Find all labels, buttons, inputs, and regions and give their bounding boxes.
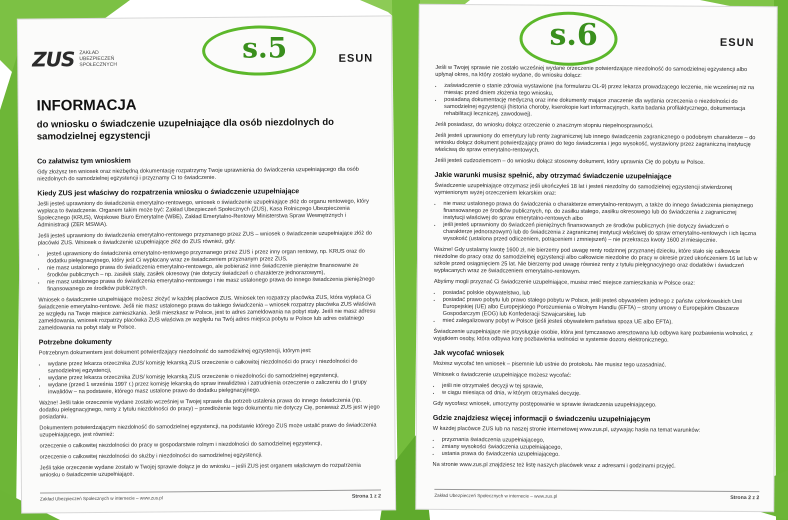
bullet-item: • zmiany wysokości świadczenia uzupełniającego, [442, 444, 758, 453]
paragraph: Możesz wycofać ten wniosek – pisemnie lub ustnie do protokołu. Nie musisz tego uzasadniać. [433, 360, 667, 369]
paragraph: Dokumentem potwierdzającym niezdolność do samodzielnej egzystencji, na podstawie którego ZUS może ustalić prawo do świadczenia uzupełniającego, jest również: [39, 422, 377, 439]
paragraph: orzeczenie o całkowitej niezdolności do pracy w gospodarstwie rolnym i niezdolności do samodzielnej egzystencji, [39, 440, 322, 450]
bullet-item: • wydane przez lekarza orzecznika ZUS/ komisję lekarską ZUS orzeczenie o całkowitej niezdolności do pracy i niezdolności do samodzielnej egzystencji, [48, 358, 380, 375]
bullet-item: • wydane (przed 1 września 1997 r.) przez komisję lekarską do spraw inwalidztwa i zatrudnienia orzeczenie o zaliczeniu do I grupy inwalidów – na podstawie, którego masz ustalone prawo do dodatku pielęgnacyjnego. [48, 379, 380, 396]
bullet-list [39, 358, 380, 396]
page-header [419, 5, 776, 67]
section-heading: Gdzie znajdziesz więcej informacji o świadczeniu uzupełniającym [432, 414, 651, 424]
page-marker: s.6 [549, 17, 598, 54]
bullet-item: • posiadać prawo pobytu lub prawo stałego pobytu w Polsce, jeśli jesteś obywatelem jednego z państw członkowskich Unii Europejskiej (UE) albo Europejskiego Porozumienia o Wolnym Handlu (EFTA) – strony umowy o Europejskim Obszarze Gospodarczym (EOG) lub Konfederacji Szwajcarskiej, lub [443, 297, 759, 320]
paragraph: orzeczenie o całkowitej niezdolności do służby i niezdolności do samodzielnej egzystencji. [39, 452, 263, 461]
document-page-left [18, 16, 395, 512]
bullet-item: • jesteś uprawniony do świadczenia emerytalno-rentowego przyznanego przez ZUS i przez inny organ rentowy, np. KRUS oraz do dodatku pielęgnacyjnego, który jest Ci wypłacany wraz ze świadczeniem przyznanym przez ZUS, [47, 248, 379, 265]
page-footer [40, 489, 381, 502]
paragraph: Jeśli jesteś uprawniony do świadczenia emerytalno-rentowego, wniosek o świadczenie uzupełniające złóż do organu rentowego, który wypłaca to świadczenie. Organem takim może być: Zakład Ubezpieczeń Społecznych (ZUS), Kasa Rolniczego Ubezpieczenia Społecznego (KRUS), Wojskowe Biuro Emerytalne (WBE), Zakład Emerytalno-Rentowy Ministerstwa Spraw Wewnętrznych i Administracji (ZER MSWiA). [37, 198, 369, 229]
document-subtitle: do wniosku o świadczenie uzupełniające dla osób niezdolnych do samodzielnej egzystencji [36, 116, 335, 143]
paragraph: Wniosek o świadczenie uzupełniające możesz złożyć w każdej placówce ZUS. Wniosek ten rozpatrzy placówka ZUS, która wypłaca Ci świadczenie emerytalno-rentowe. Jeśli nie masz ustalonego prawa do takiego świadczenia – wniosek rozpatrzy placówka ZUS właściwa ze względu na Twoje miejsce zamieszkania. Jeśli mieszkasz w Polsce, jest to adres zameldowania na pobyt stały. Jeśli nie masz adresu zameldowania, wniosek rozpatrzy placówka ZUS właściwa ze względu na Twój adres miejsca pobytu w Polsce lub adres ostatniego zameldowania na pobyt stały w Polsce. [38, 294, 376, 332]
form-code: ESUN [338, 52, 374, 65]
bullet-item: • wydane przez lekarza orzecznika ZUS/ komisję lekarską ZUS orzeczenie o niezdolności do samodzielnej egzystencji, [48, 372, 380, 382]
bullet-list [434, 201, 759, 245]
form-code: ESUN [719, 36, 755, 50]
bullet-item: • przyznania świadczenia uzupełniającego, [442, 437, 758, 446]
paragraph: Ważne! Gdy ustalamy kwotę 1600 zł, nie bierzemy pod uwagę renty rodzinnej przyznanej dziecku, które stało się całkowicie niezdolne do pracy oraz do samodzielnej egzystencji albo całkowicie niezdolne do pracy w okresie przed ukończeniem 16 lat lub w szkole przed osiągnięciem 25 lat. Nie bierzemy pod uwagę również renty z tytułu pielęgnacyjnego oraz dodatków i świadczeń wypłacanych wraz ze świadczeniem emerytalno-rentowym. [433, 246, 758, 275]
section-heading: Potrzebne dokumenty [38, 338, 112, 347]
bullet-item: • zaświadczenie o stanie zdrowia wystawione (na formularzu OL-9) przez lekarza prowadzącego leczenie, nie wcześniej niż na miesiąc przed dniem złożenia tego wniosku, [444, 83, 760, 99]
bullet-item: • nie masz ustalonego prawa do świadczenia emerytalno-rentowego, ale pobierasz inne świadczenie pieniężne finansowane ze środków publicznych – np. zasiłek stały, zasiłek okresowy (nie dotyczy świadczeń o charakterze jednorazowym), [47, 262, 379, 279]
page-header [18, 16, 392, 79]
bullet-item: • nie masz ustalonego prawa do świadczenia emerytalno-rentowego i nie masz ustalonego prawa do innego świadczenia pieniężnego finansowanego ze środków publicznych. [47, 276, 379, 293]
zus-logo-text: ZAKŁAD UBEZPIECZEŃ SPOŁECZNYCH [79, 49, 117, 69]
bullet-list [433, 383, 758, 399]
page-content [19, 94, 395, 479]
section-heading: Co załatwisz tym wnioskiem [37, 157, 131, 166]
page-footer [434, 489, 759, 501]
paragraph: Jeśli jesteś uprawniony do świadczenia emerytalno-rentowego przyznanego przez ZUS – wniosek o świadczenie uzupełniające złóż do placówki ZUS. Wniosek o świadczenie uzupełniające złóż do ZUS również, gdy: [37, 230, 373, 247]
paragraph: W każdej placówce ZUS lub na naszej stronie internetowej www.zus.pl, używając hasła na temat warunków: [432, 425, 701, 434]
paragraph: Gdy złożysz ten wniosek oraz niezbędną dokumentację rozpatrzymy Twoje uprawnienia do świadczenia uzupełniającego dla osób niezdolnych do samodzielnej egzystencji i przyznamy Ci to świadczenie. [37, 166, 359, 183]
bullet-item: • w ciągu miesiąca od dnia, w którym otrzymałeś decyzję. [442, 390, 758, 399]
page-content [417, 65, 777, 471]
paragraph: Jeśli posiadasz, do wniosku dołącz orzeczenie o znacznym stopniu niepełnosprawności. [434, 121, 654, 130]
page-marker: s.5 [241, 31, 288, 65]
section-heading: Jak wycofać wniosek [433, 349, 505, 358]
paragraph: Wniosek o świadczenie uzupełniające możesz wycofać: [433, 371, 572, 379]
paragraph: Na stronie www.zus.pl znajdziesz też listę naszych placówek wraz z adresami i godzinami przyjęć. [432, 461, 676, 470]
zus-logo [32, 47, 127, 72]
paragraph: Abyśmy mogli przyznać Ci świadczenie uzupełniające, musisz mieć miejsce zamieszkania w Polsce oraz: [433, 278, 695, 287]
bullet-list [433, 437, 758, 460]
zus-logo-mark: ZUS [32, 47, 75, 72]
footer-site: Zakład Ubezpieczeń Społecznych w internecie – www.zus.pl [40, 495, 163, 502]
paragraph: Ważne! Jeśli takie orzeczenie wydane zostało wcześniej w Twojej sprawie dla potrzeb ustalenia prawa do innego świadczenia (np. dodatku pielęgnacyjnego, renty z tytułu niezdolności do pracy) – przedłożenie tego dokumentu nie dotyczy Cię, ponieważ ZUS jest w jego posiadaniu. [39, 397, 380, 421]
bullet-item: • jeśli jesteś uprawniony do świadczeń pieniężnych finansowanych ze środków publicznych (nie dotyczy świadczeń o charakterze jednorazowym) lub do świadczenia z zagranicznej instytucji właściwej do spraw emerytalno-rentowych i ich łączna wysokość (ustalona przed odliczeniem, potrąceniem i zmniejszeń) – nie przekracza kwoty 1600 zł miesięcznie. [443, 222, 759, 245]
footer-site: Zakład Ubezpieczeń Społecznych w internecie – www.zus.pl [434, 492, 558, 499]
paragraph: Jeśli jesteś cudzoziemcem – do wniosku dołącz stosowny dokument, który uprawnia Cię do pobytu w Polsce. [434, 157, 705, 166]
bullet-item: • posiadać polskie obywatelstwo, lub [443, 290, 759, 299]
paragraph: Jeśli w Twojej sprawie nie zostało wcześniej wydane orzeczenie potwierdzające niezdolność do samodzielnej egzystencji albo upłynął okres, na który zostało wydane, do wniosku dołącz: [435, 64, 748, 79]
paragraph: Potrzebnym dokumentem jest dokument potwierdzający niezdolność do samodzielnej egzystencji, którym jest: [38, 348, 312, 357]
bullet-item: • mieć zalegalizowany pobyt w Polsce (jeśli jesteś obywatelem państwa spoza UE albo EFTA). [443, 318, 759, 327]
bullet-item: • ustania prawa do świadczenia uzupełniającego. [442, 451, 758, 460]
bullet-list [435, 83, 760, 120]
paragraph: Świadczenie uzupełniające otrzymasz jeśli ukończyłeś 18 lat i jesteś niezdolny do samodzielnej egzystencji stwierdzonej wymienionym wyżej orzeczeniem lekarskim oraz: [434, 182, 733, 197]
bullet-item: • nie masz ustalonego prawa do świadczenia o charakterze emerytalno-rentowym, a także do innego świadczenia pieniężnego finansowanego ze środków publicznych, np. do zasiłku stałego, zasiłku okresowego lub do świadczenia z zagranicznej instytucji właściwej do spraw emerytalno-rentowych albo [443, 201, 759, 224]
bullet-item: • posiadaną dokumentację medyczną oraz inne dokumenty mające znaczenie dla wydania orzeczenia o niezdolności do samodzielnej egzystencji (historia choroby, kserokopie kart informacyjnych, karta badania profilaktycznego, dokumentacja rehabilitacji leczniczej, zawodowej). [444, 97, 760, 120]
document-title: INFORMACJA [36, 96, 137, 115]
section-heading: Kiedy ZUS jest właściwy do rozpatrzenia wniosku o świadczenie uzupełniające [37, 188, 300, 198]
bullet-item: • jeśli nie otrzymałeś decyzji w tej sprawie, [442, 383, 758, 392]
paragraph: Gdy wycofasz wniosek, umorzymy postępowanie w sprawie świadczenia uzupełniającego. [432, 400, 657, 409]
footer-page-number: Strona 1 z 2 [351, 493, 382, 500]
paragraph: Jeśli jesteś uprawniony do emerytury lub renty zagranicznej lub innego świadczenia zagranicznego o podobnym charakterze – do wniosku dołącz dokument potwierdzający prawo do tego świadczenia i jego wysokość, wystawiony przez zagraniczną instytucję właściwą do spraw emerytalno-rentowych. [434, 132, 756, 154]
footer-page-number: Strona 2 z 2 [730, 494, 760, 502]
section-heading: Jakie warunki musisz spełnić, aby otrzymać świadczenie uzupełniające [434, 171, 672, 181]
document-page-right [416, 5, 777, 511]
paragraph: Świadczenie uzupełniające nie przysługuje osobie, która jest tymczasowo aresztowana lub odbywa karę pozbawienia wolności, z wyjątkiem osoby, która odbywa karę pozbawienia wolności w systemie dozoru elektronicznego. [433, 328, 753, 344]
bullet-list [38, 248, 379, 293]
paragraph: Jeśli takie orzeczenie wydane zostało w Twojej sprawie dołącz je do wniosku – jeśli ZUS jest organem właściwym do rozpatrzenia wniosku o świadczenie uzupełniające. [39, 462, 361, 479]
bullet-list [434, 290, 759, 327]
